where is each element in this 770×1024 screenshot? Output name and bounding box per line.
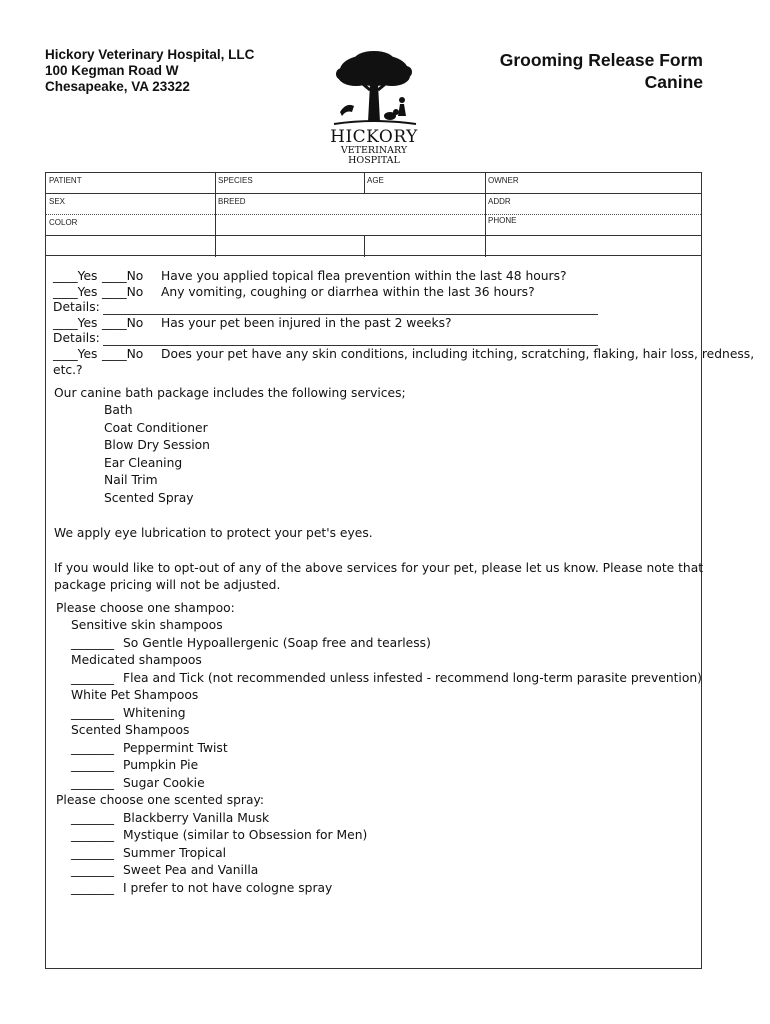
shampoo-option-blank[interactable]: _______ (71, 671, 115, 685)
shampoo-group-white: White Pet Shampoos (71, 688, 199, 702)
spray-option-blank[interactable]: _______ (71, 846, 115, 860)
optout-note-line2: package pricing will not be adjusted. (54, 578, 281, 592)
phone-field[interactable]: PHONE (488, 216, 517, 225)
q2-details-line[interactable] (103, 314, 598, 315)
q1-yes-blank[interactable]: ____Yes (53, 269, 98, 283)
logo-name-line3: HOSPITAL (348, 155, 400, 166)
q1-no-blank[interactable]: ____No (102, 269, 144, 283)
species-field[interactable]: SPECIES (218, 176, 253, 185)
shampoo-option-blank[interactable]: _______ (71, 741, 115, 755)
q4-yes-blank[interactable]: ____Yes (53, 347, 98, 361)
service-item: Nail Trim (104, 473, 158, 487)
shampoo-group-scented: Scented Shampoos (71, 723, 190, 737)
q4-no-blank[interactable]: ____No (102, 347, 144, 361)
q3-text: Has your pet been injured in the past 2 weeks? (161, 316, 452, 330)
form-subtitle: Canine (644, 72, 703, 92)
spray-prompt: Please choose one scented spray: (56, 793, 265, 807)
q3-no-blank[interactable]: ____No (102, 316, 144, 330)
spray-option-blank[interactable]: _______ (71, 881, 115, 895)
clinic-name: Hickory Veterinary Hospital, LLC (45, 47, 255, 62)
service-item: Coat Conditioner (104, 421, 208, 435)
patient-field[interactable]: PATIENT (49, 176, 82, 185)
service-item: Scented Spray (104, 491, 194, 505)
service-item: Blow Dry Session (104, 438, 210, 452)
q4-text-continued: etc.? (53, 363, 83, 377)
shampoo-group-sensitive: Sensitive skin shampoos (71, 618, 223, 632)
spray-option-label: I prefer to not have cologne spray (123, 881, 333, 895)
color-field[interactable]: COLOR (49, 218, 78, 227)
optout-note-line1: If you would like to opt-out of any of the above services for your pet, please let us know. Please note that (54, 561, 704, 575)
grid-row-divider (46, 235, 701, 236)
q2-yes-blank[interactable]: ____Yes (53, 285, 98, 299)
shampoo-option-blank[interactable]: _______ (71, 758, 115, 772)
package-intro: Our canine bath package includes the following services; (54, 386, 406, 400)
shampoo-option-label: Peppermint Twist (123, 741, 228, 755)
shampoo-option-label: So Gentle Hypoallergenic (Soap free and tearless) (123, 636, 431, 650)
service-item: Bath (104, 403, 133, 417)
spray-option-blank[interactable]: _______ (71, 828, 115, 842)
spray-option-blank[interactable]: _______ (71, 863, 115, 877)
q3-yes-blank[interactable]: ____Yes (53, 316, 98, 330)
tree-logo-icon (326, 50, 422, 130)
addr-field[interactable]: ADDR (488, 197, 511, 206)
clinic-city: Chesapeake, VA 23322 (45, 79, 190, 94)
breed-field[interactable]: BREED (218, 197, 246, 206)
q2-details-label: Details: (53, 300, 100, 314)
shampoo-option-label: Whitening (123, 706, 186, 720)
grid-divider (215, 173, 216, 257)
spray-option-label: Summer Tropical (123, 846, 227, 860)
shampoo-group-medicated: Medicated shampoos (71, 653, 202, 667)
form-title: Grooming Release Form (499, 50, 703, 70)
patient-info-grid (45, 172, 702, 256)
spray-option-label: Mystique (similar to Obsession for Men) (123, 828, 368, 842)
clinic-street: 100 Kegman Road W (45, 63, 179, 78)
clinic-address-block (45, 47, 254, 95)
age-field[interactable]: AGE (367, 176, 384, 185)
q1-text: Have you applied topical flea prevention within the last 48 hours? (161, 269, 567, 283)
shampoo-option-blank[interactable]: _______ (71, 706, 115, 720)
q3-details-label: Details: (53, 331, 100, 345)
shampoo-prompt: Please choose one shampoo: (56, 601, 235, 615)
grid-row-divider (46, 214, 701, 215)
grid-divider (485, 173, 486, 257)
logo-name-line2: VETERINARY (340, 145, 408, 156)
logo-name-line1: HICKORY (330, 127, 418, 147)
grid-divider (364, 235, 365, 257)
shampoo-option-label: Flea and Tick (not recommended unless infested - recommend long-term parasite prevention) (123, 671, 702, 685)
grid-divider (364, 173, 365, 193)
spray-option-blank[interactable]: _______ (71, 811, 115, 825)
q4-text: Does your pet have any skin conditions, including itching, scratching, flaking, hair loss, redness, (161, 347, 755, 361)
shampoo-option-blank[interactable]: _______ (71, 636, 115, 650)
shampoo-option-label: Sugar Cookie (123, 776, 205, 790)
q3-details-line[interactable] (103, 345, 598, 346)
grid-row-divider (46, 193, 701, 194)
eye-lubrication-note: We apply eye lubrication to protect your pet's eyes. (54, 526, 373, 540)
sex-field[interactable]: SEX (49, 197, 66, 206)
owner-field[interactable]: OWNER (488, 176, 519, 185)
shampoo-option-label: Pumpkin Pie (123, 758, 199, 772)
shampoo-option-blank[interactable]: _______ (71, 776, 115, 790)
hickory-logo (326, 50, 422, 168)
form-title-block (500, 49, 703, 93)
service-item: Ear Cleaning (104, 456, 183, 470)
q2-text: Any vomiting, coughing or diarrhea within the last 36 hours? (161, 285, 535, 299)
q2-no-blank[interactable]: ____No (102, 285, 144, 299)
spray-option-label: Sweet Pea and Vanilla (123, 863, 259, 877)
spray-option-label: Blackberry Vanilla Musk (123, 811, 270, 825)
